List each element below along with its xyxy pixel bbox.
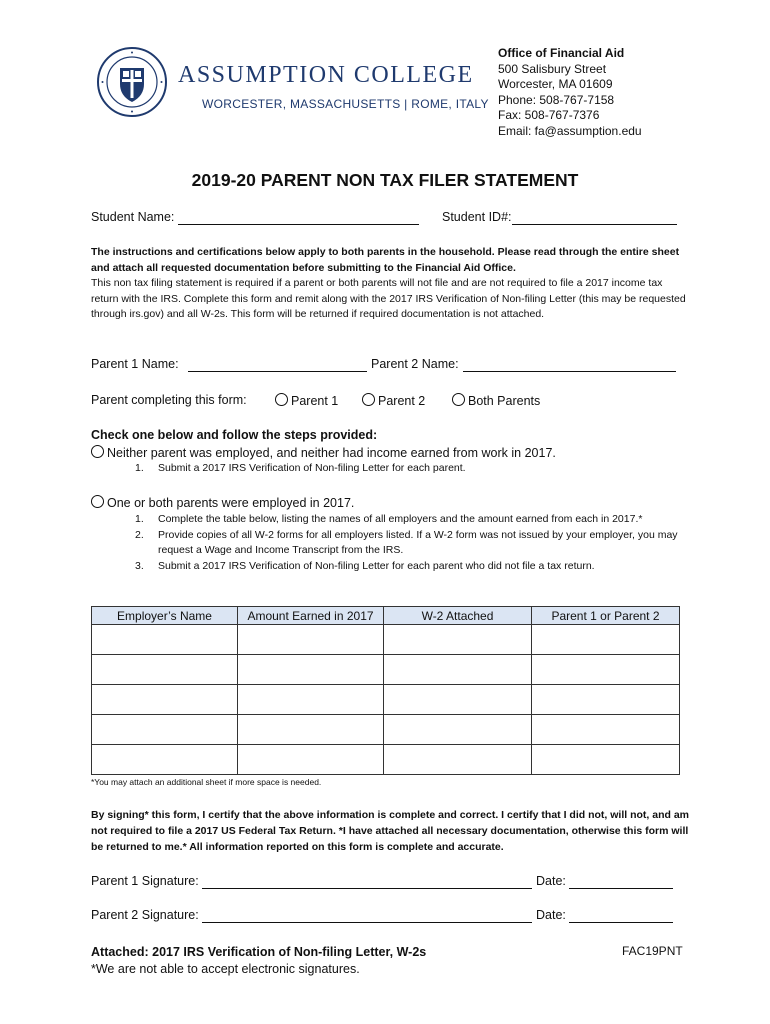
step-text: Complete the table below, listing the names of all employers and the amount earned from each in 2017.*	[158, 513, 643, 525]
electronic-signature-note: *We are not able to accept electronic signatures.	[91, 962, 360, 976]
option-employed-steps	[135, 512, 680, 574]
table-cell[interactable]	[532, 685, 680, 715]
table-cell[interactable]	[238, 745, 384, 775]
table-cell[interactable]	[532, 655, 680, 685]
table-cell[interactable]	[532, 625, 680, 655]
office-email: Email: fa@assumption.edu	[498, 123, 642, 138]
list-item	[135, 512, 680, 528]
option-not-employed-label: Neither parent was employed, and neither had income earned from work in 2017.	[107, 446, 556, 460]
option-employed-label: One or both parents were employed in 2017.	[107, 496, 355, 510]
student-id-field[interactable]	[512, 224, 677, 225]
student-name-field[interactable]	[178, 224, 419, 225]
list-item	[135, 559, 680, 575]
radio-circle-icon[interactable]	[452, 393, 465, 406]
office-street: 500 Salisbury Street	[498, 61, 607, 76]
table-cell[interactable]	[384, 655, 532, 685]
radio-both-parents-label: Both Parents	[468, 394, 541, 408]
table-cell[interactable]	[238, 625, 384, 655]
table-cell[interactable]	[238, 655, 384, 685]
list-item	[135, 461, 680, 477]
certification-text: By signing* this form, I certify that the above information is complete and correct. I certify that I did not, will not, and am not required to file a 2017 US Federal Tax Return. *I have attached all necessary documentation, otherwise this form will be returned to me.* All information reported on this form is complete and accurate.	[91, 809, 689, 853]
student-name-label: Student Name:	[91, 210, 175, 224]
radio-circle-icon[interactable]	[275, 393, 288, 406]
header-w2-attached: W-2 Attached	[384, 607, 532, 625]
table-cell[interactable]	[384, 745, 532, 775]
table-cell[interactable]	[384, 685, 532, 715]
parent2-signature-label: Parent 2 Signature:	[91, 908, 199, 922]
office-address-block	[498, 46, 642, 140]
step-text: Submit a 2017 IRS Verification of Non-filing Letter for each parent who did not file a tax return.	[158, 559, 595, 572]
option-not-employed-steps	[135, 461, 680, 477]
radio-circle-icon[interactable]	[91, 495, 104, 508]
college-location: WORCESTER, MASSACHUSETTS | ROME, ITALY	[202, 97, 489, 111]
employer-table	[91, 606, 680, 775]
footer-attached-block	[91, 944, 426, 978]
parent1-date-field[interactable]	[569, 888, 673, 889]
header-amount-earned: Amount Earned in 2017	[238, 607, 384, 625]
form-code: FAC19PNT	[622, 944, 683, 958]
option-employed[interactable]	[91, 495, 354, 510]
table-cell[interactable]	[92, 625, 238, 655]
table-row	[92, 745, 680, 775]
parent2-date-field[interactable]	[569, 922, 673, 923]
radio-circle-icon[interactable]	[362, 393, 375, 406]
radio-parent2-label: Parent 2	[378, 394, 426, 408]
instructions-bold: The instructions and certifications below apply to both parents in the household. Please read through the entire sheet and attach all requested documentation before submitting to the Financial Aid Office.	[91, 246, 680, 274]
table-cell[interactable]	[92, 715, 238, 745]
list-item	[135, 528, 680, 559]
office-title: Office of Financial Aid	[498, 46, 625, 60]
instructions-text: This non tax filing statement is required if a parent or both parents will not file and are not required to file a 2017 income tax return with the IRS. Complete this form and remit along with the 2017 IRS Verification of Non-filing Letter (this may be requested through irs.gov) and all W-2s. This form will be returned if required documentation is not attached.	[91, 277, 686, 320]
parent1-signature-label: Parent 1 Signature:	[91, 874, 199, 888]
completing-label: Parent completing this form:	[91, 393, 247, 407]
radio-parent2[interactable]	[362, 393, 425, 408]
table-cell[interactable]	[532, 745, 680, 775]
form-title: 2019-20 PARENT NON TAX FILER STATEMENT	[191, 170, 579, 190]
parent1-name-label: Parent 1 Name:	[91, 357, 179, 371]
parent1-signature-field[interactable]	[202, 888, 532, 889]
college-name: ASSUMPTION COLLEGE	[178, 62, 474, 88]
table-cell[interactable]	[532, 715, 680, 745]
step-number: 1.	[135, 513, 144, 525]
step-text: Provide copies of all W-2 forms for all employers listed. If a W-2 form was not issued by your employer, you may request a Wage and Income Transcript from the IRS.	[158, 528, 678, 556]
table-row	[92, 715, 680, 745]
step-number: 3.	[135, 559, 144, 572]
table-header-row	[92, 607, 680, 625]
option-not-employed[interactable]	[91, 445, 556, 460]
parent2-name-field[interactable]	[463, 371, 676, 372]
step-number: 2.	[135, 528, 144, 541]
step-text: Submit a 2017 IRS Verification of Non-filing Letter for each parent.	[158, 462, 466, 474]
table-cell[interactable]	[92, 655, 238, 685]
check-section-heading: Check one below and follow the steps provided:	[91, 428, 378, 442]
table-note: *You may attach an additional sheet if more space is needed.	[91, 777, 322, 787]
table-cell[interactable]	[238, 685, 384, 715]
office-fax: Fax: 508-767-7376	[498, 108, 600, 123]
parent1-date-label: Date:	[536, 874, 566, 888]
attached-documents: Attached: 2017 IRS Verification of Non-filing Letter, W-2s	[91, 945, 427, 959]
table-cell[interactable]	[238, 715, 384, 745]
header-parent: Parent 1 or Parent 2	[532, 607, 680, 625]
radio-circle-icon[interactable]	[91, 445, 104, 458]
parent2-date-label: Date:	[536, 908, 566, 922]
header-employer-name: Employer’s Name	[92, 607, 238, 625]
office-phone: Phone: 508-767-7158	[498, 92, 615, 107]
office-city: Worcester, MA 01609	[498, 77, 613, 92]
table-cell[interactable]	[92, 745, 238, 775]
radio-parent1[interactable]	[275, 393, 338, 408]
step-number: 1.	[135, 462, 144, 474]
table-row	[92, 655, 680, 685]
table-cell[interactable]	[92, 685, 238, 715]
table-row	[92, 685, 680, 715]
radio-both-parents[interactable]	[452, 393, 540, 408]
instructions	[91, 245, 691, 323]
parent2-signature-field[interactable]	[202, 922, 532, 923]
table-cell[interactable]	[384, 625, 532, 655]
table-cell[interactable]	[384, 715, 532, 745]
radio-parent1-label: Parent 1	[291, 394, 339, 408]
table-row	[92, 625, 680, 655]
college-seal-logo	[96, 46, 168, 118]
student-id-label: Student ID#:	[442, 210, 512, 224]
parent2-name-label: Parent 2 Name:	[371, 357, 459, 371]
parent1-name-field[interactable]	[188, 371, 367, 372]
